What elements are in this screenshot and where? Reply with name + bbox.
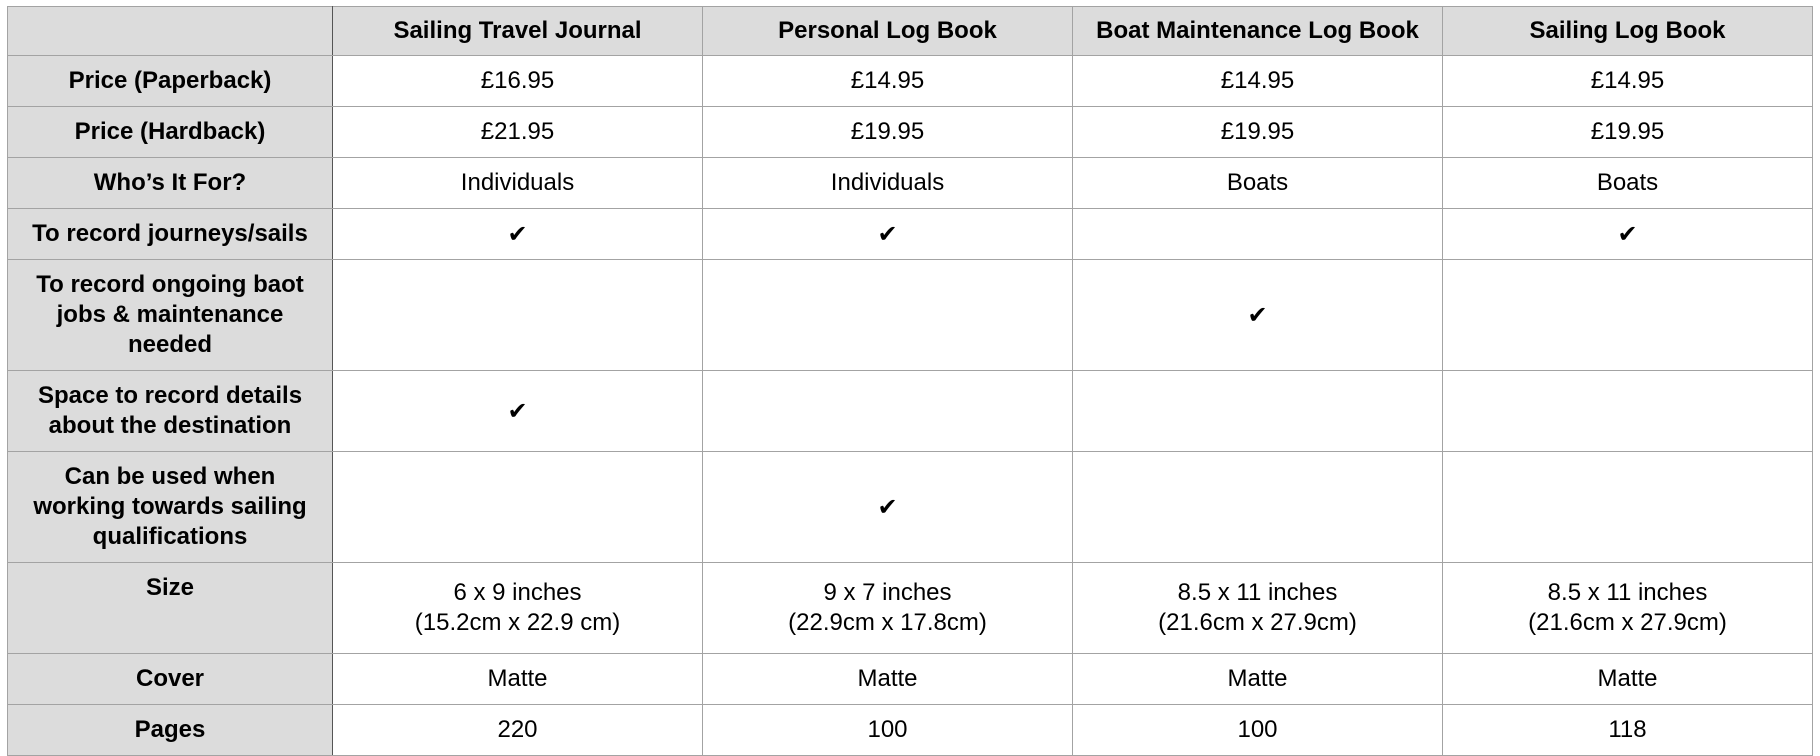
- comparison-table-wrapper: [7, 6, 1813, 756]
- corner-cell: [8, 7, 333, 56]
- table-cell: Individuals: [333, 158, 703, 209]
- table-cell: [1073, 452, 1443, 563]
- row-record-maintenance: [8, 260, 1813, 371]
- column-header-sailing-travel-journal: Sailing Travel Journal: [333, 7, 703, 56]
- row-label: Pages: [8, 705, 333, 756]
- checkmark-icon: ✔: [703, 209, 1073, 260]
- table-cell: £16.95: [333, 56, 703, 107]
- column-header-boat-maintenance-log-book: Boat Maintenance Log Book: [1073, 7, 1443, 56]
- row-price-paperback: [8, 56, 1813, 107]
- row-label: Can be used when working towards sailing qualifications: [8, 452, 333, 563]
- row-size: [8, 563, 1813, 654]
- row-whos-it-for: [8, 158, 1813, 209]
- table-cell: Matte: [333, 654, 703, 705]
- table-cell: 100: [703, 705, 1073, 756]
- row-label: Price (Hardback): [8, 107, 333, 158]
- table-cell: 9 x 7 inches (22.9cm x 17.8cm): [703, 563, 1073, 654]
- row-sailing-qualifications: [8, 452, 1813, 563]
- table-cell: £19.95: [1073, 107, 1443, 158]
- table-cell: £21.95: [333, 107, 703, 158]
- row-label: To record ongoing baot jobs & maintenance needed: [8, 260, 333, 371]
- table-cell: [1073, 209, 1443, 260]
- table-cell: 6 x 9 inches (15.2cm x 22.9 cm): [333, 563, 703, 654]
- table-cell: £19.95: [703, 107, 1073, 158]
- table-cell: [1073, 371, 1443, 452]
- table-cell: 8.5 x 11 inches (21.6cm x 27.9cm): [1443, 563, 1813, 654]
- row-destination-details: [8, 371, 1813, 452]
- table-cell: £19.95: [1443, 107, 1813, 158]
- row-label: Space to record details about the destination: [8, 371, 333, 452]
- checkmark-icon: ✔: [1443, 209, 1813, 260]
- table-cell: £14.95: [1073, 56, 1443, 107]
- table-cell: [703, 260, 1073, 371]
- checkmark-icon: ✔: [1073, 260, 1443, 371]
- table-cell: £14.95: [703, 56, 1073, 107]
- table-cell: Matte: [703, 654, 1073, 705]
- row-price-hardback: [8, 107, 1813, 158]
- table-cell: [333, 260, 703, 371]
- table-cell: £14.95: [1443, 56, 1813, 107]
- table-cell: 100: [1073, 705, 1443, 756]
- row-label: Cover: [8, 654, 333, 705]
- row-label: To record journeys/sails: [8, 209, 333, 260]
- table-cell: [333, 452, 703, 563]
- checkmark-icon: ✔: [333, 371, 703, 452]
- table-cell: [1443, 452, 1813, 563]
- column-header-sailing-log-book: Sailing Log Book: [1443, 7, 1813, 56]
- table-cell: Matte: [1443, 654, 1813, 705]
- product-comparison-table: [7, 6, 1813, 756]
- header-row: [8, 7, 1813, 56]
- table-cell: Boats: [1073, 158, 1443, 209]
- checkmark-icon: ✔: [703, 452, 1073, 563]
- column-header-personal-log-book: Personal Log Book: [703, 7, 1073, 56]
- table-cell: 8.5 x 11 inches (21.6cm x 27.9cm): [1073, 563, 1443, 654]
- row-label: Who’s It For?: [8, 158, 333, 209]
- row-record-journeys: [8, 209, 1813, 260]
- table-cell: Individuals: [703, 158, 1073, 209]
- row-label: Size: [8, 563, 333, 654]
- row-cover: [8, 654, 1813, 705]
- table-cell: [703, 371, 1073, 452]
- table-cell: Matte: [1073, 654, 1443, 705]
- row-label: Price (Paperback): [8, 56, 333, 107]
- table-cell: [1443, 260, 1813, 371]
- checkmark-icon: ✔: [333, 209, 703, 260]
- table-cell: [1443, 371, 1813, 452]
- table-cell: 118: [1443, 705, 1813, 756]
- table-cell: Boats: [1443, 158, 1813, 209]
- table-cell: 220: [333, 705, 703, 756]
